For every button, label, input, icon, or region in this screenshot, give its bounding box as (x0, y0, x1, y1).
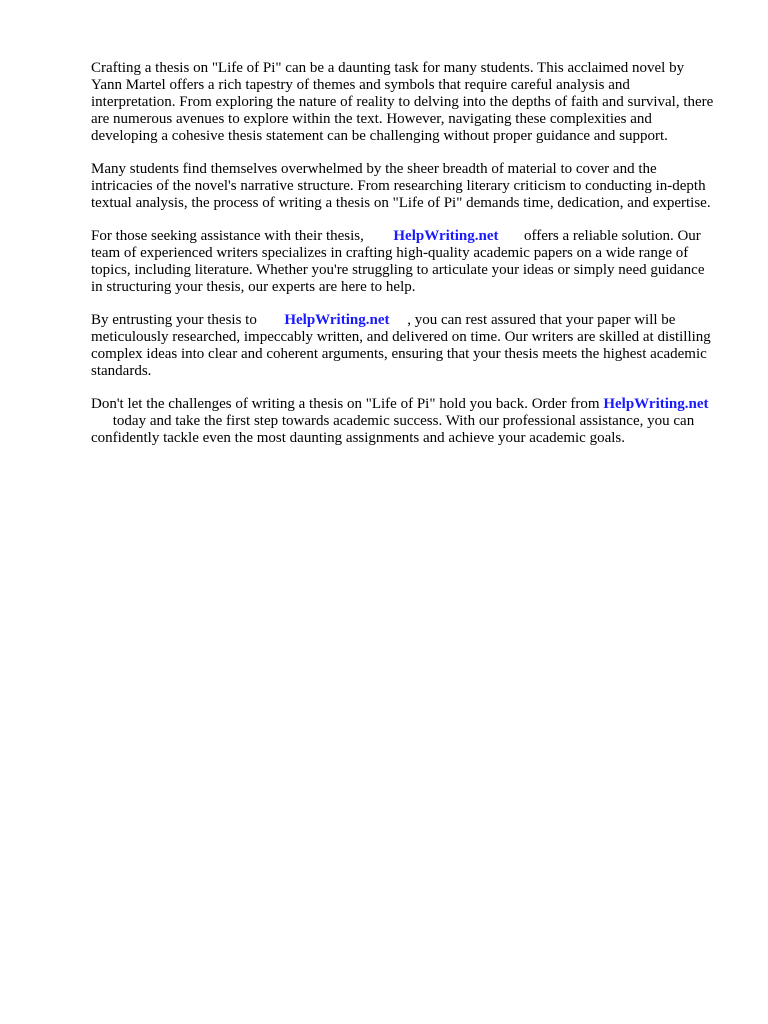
paragraph-entrusting-before: By entrusting your thesis to (91, 312, 257, 328)
document-body (91, 60, 717, 463)
helpwriting-link-3[interactable]: HelpWriting.net (603, 396, 709, 412)
paragraph-intro-text: Crafting a thesis on "Life of Pi" can be a daunting task for many students. This acclaimed novel by Yann Martel offers a rich tapestry of themes and symbols that require careful analysis and interpretation. From exploring the nature of reality to delving into the depths of faith and survival, there are numerous avenues to explore within the text. However, navigating these complexities and developing a cohesive thesis statement can be challenging without proper guidance and support. (91, 60, 714, 144)
paragraph-challenges (91, 161, 717, 212)
paragraph-assistance (91, 228, 717, 296)
paragraph-order-after: today and take the first step towards academic success. With our professional assistance, you can confidently tackle even the most daunting assignments and achieve your academic goals. (91, 413, 695, 446)
helpwriting-link-1[interactable]: HelpWriting.net (393, 228, 499, 244)
paragraph-order-before: Don't let the challenges of writing a thesis on "Life of Pi" hold you back. Order from (91, 396, 600, 412)
helpwriting-link-2[interactable]: HelpWriting.net (284, 312, 390, 328)
paragraph-order (91, 396, 717, 447)
paragraph-entrusting-after: , you can rest assured that your paper will be meticulously researched, impeccably written, and delivered on time. Our writers are skilled at distilling complex ideas into clear and coherent arguments, ensuring that your thesis meets the highest academic standards. (91, 312, 711, 379)
paragraph-entrusting (91, 312, 717, 380)
paragraph-assistance-after: offers a reliable solution. Our team of experienced writers specializes in crafting high-quality academic papers on a wide range of topics, including literature. Whether you're struggling to articulate your ideas or simply need guidance in structuring your thesis, our experts are here to help. (91, 228, 705, 295)
paragraph-intro (91, 60, 717, 145)
paragraph-challenges-text: Many students find themselves overwhelmed by the sheer breadth of material to cover and the intricacies of the novel's narrative structure. From researching literary criticism to conducting in-depth textual analysis, the process of writing a thesis on "Life of Pi" demands time, dedication, and expertise. (91, 161, 711, 211)
paragraph-assistance-before: For those seeking assistance with their thesis, (91, 228, 364, 244)
